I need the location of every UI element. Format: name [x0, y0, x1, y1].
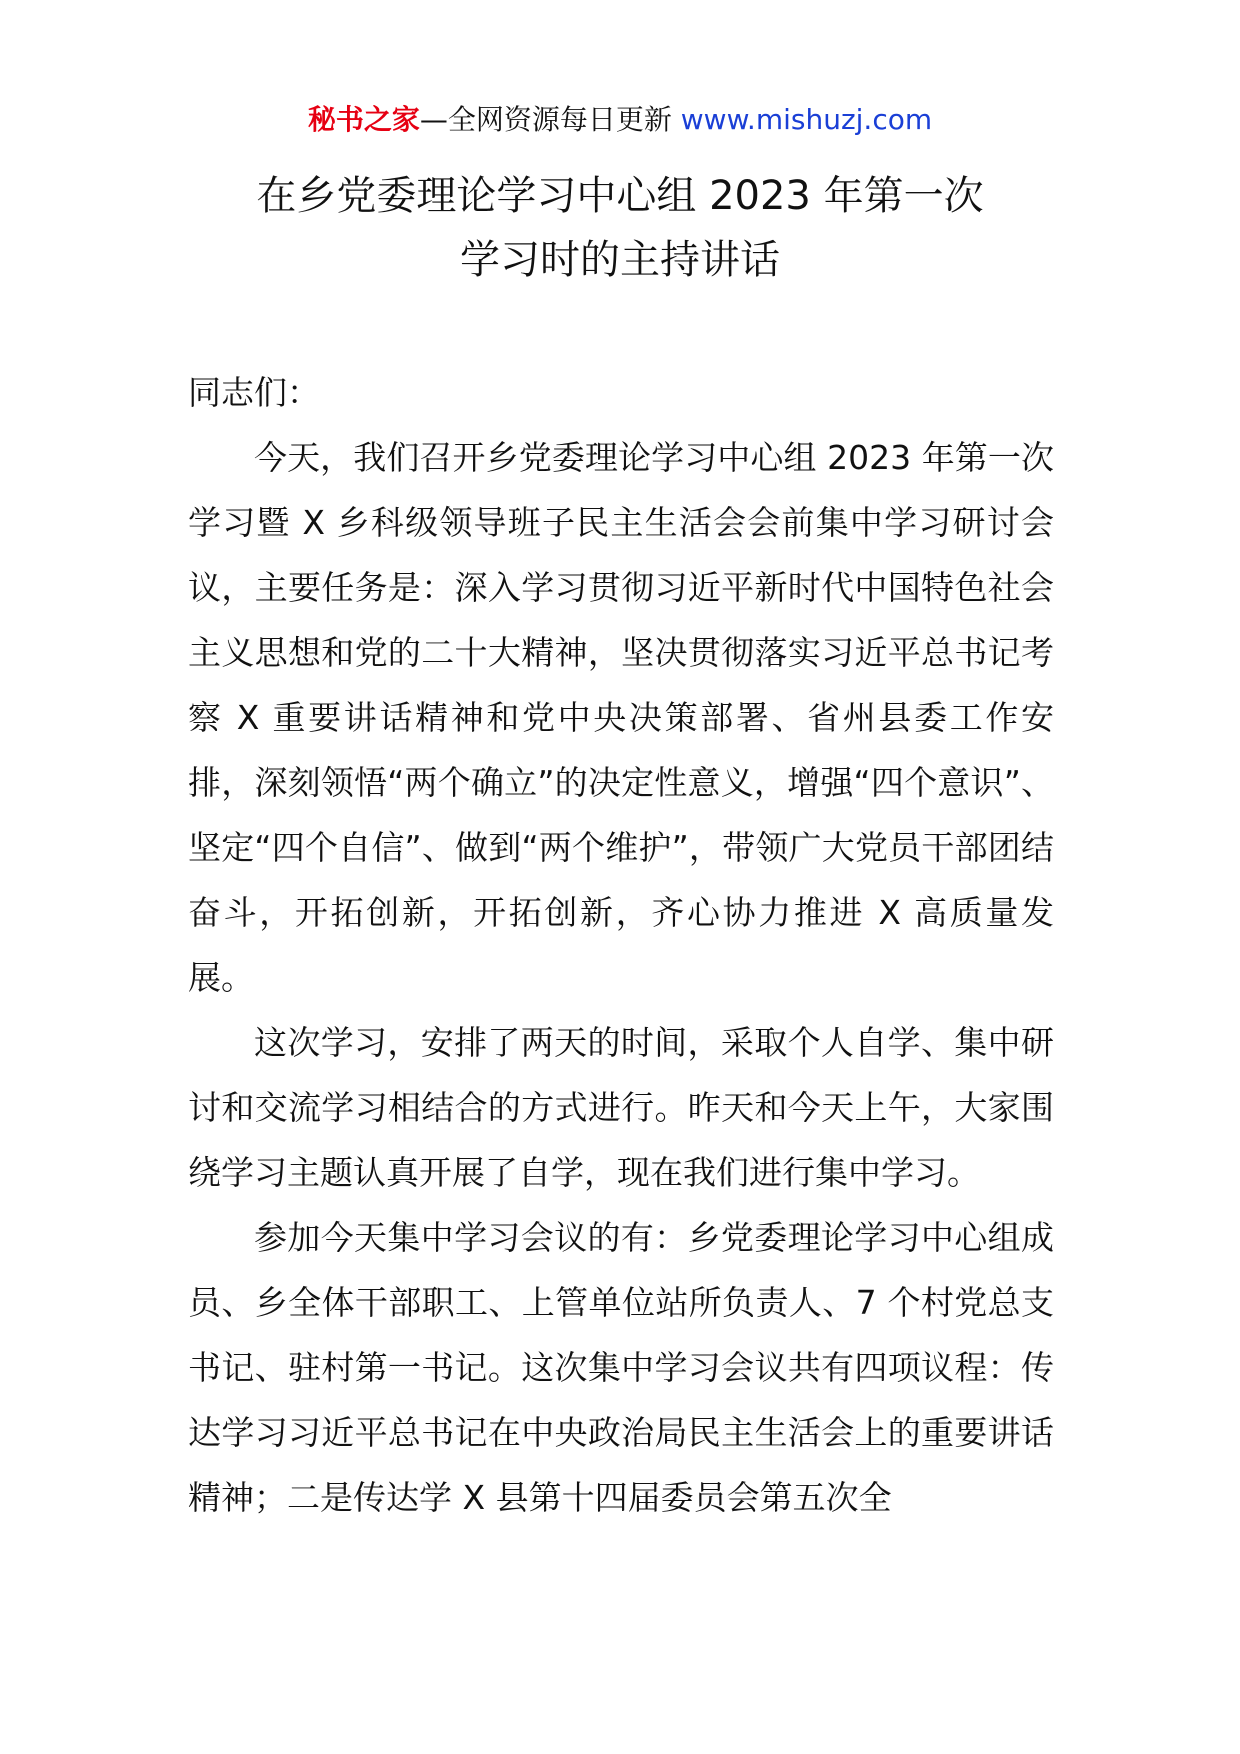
greeting: 同志们：: [188, 373, 320, 412]
title-line-1: 在乡党委理论学习中心组 2023 年第一次: [256, 173, 984, 219]
site-link[interactable]: www.mishuzj.com: [680, 103, 933, 136]
brand-name: 秘书之家: [307, 103, 420, 136]
document-title: [0, 164, 1240, 292]
header-tagline: —全网资源每日更新: [419, 103, 681, 136]
paragraph-2: 这次学习，安排了两天的时间，采取个人自学、集中研讨和交流学习相结合的方式进行。昨天和今天上午，大家围绕学习主题认真开展了自学，现在我们进行集中学习。: [188, 1023, 1054, 1192]
document-body: [188, 360, 1054, 1530]
title-line-2: 学习时的主持讲话: [460, 237, 780, 283]
paragraph-3: 参加今天集中学习会议的有：乡党委理论学习中心组成员、乡全体干部职工、上管单位站所负责人、7 个村党总支书记、驻村第一书记。这次集中学习会议共有四项议程：传达学习习近平总书记在中央政治局民主生活会上的重要讲话精神；二是传达学 X 县第十四届委员会第五次全: [188, 1218, 1054, 1517]
paragraph-1: 今天，我们召开乡党委理论学习中心组 2023 年第一次学习暨 X 乡科级领导班子民主生活会会前集中学习研讨会议，主要任务是：深入学习贯彻习近平新时代中国特色社会主义思想和党的二十大精神，坚决贯彻落实习近平总书记考察 X 重要讲话精神和党中央决策部署、省州县委工作安排，深刻领悟“两个确立”的决定性意义，增强“四个意识”、坚定“四个自信”、做到“两个维护”，带领广大党员干部团结奋斗，开拓创新，开拓创新，齐心协力推进 X 高质量发展。: [188, 438, 1054, 997]
site-header: [0, 100, 1240, 140]
